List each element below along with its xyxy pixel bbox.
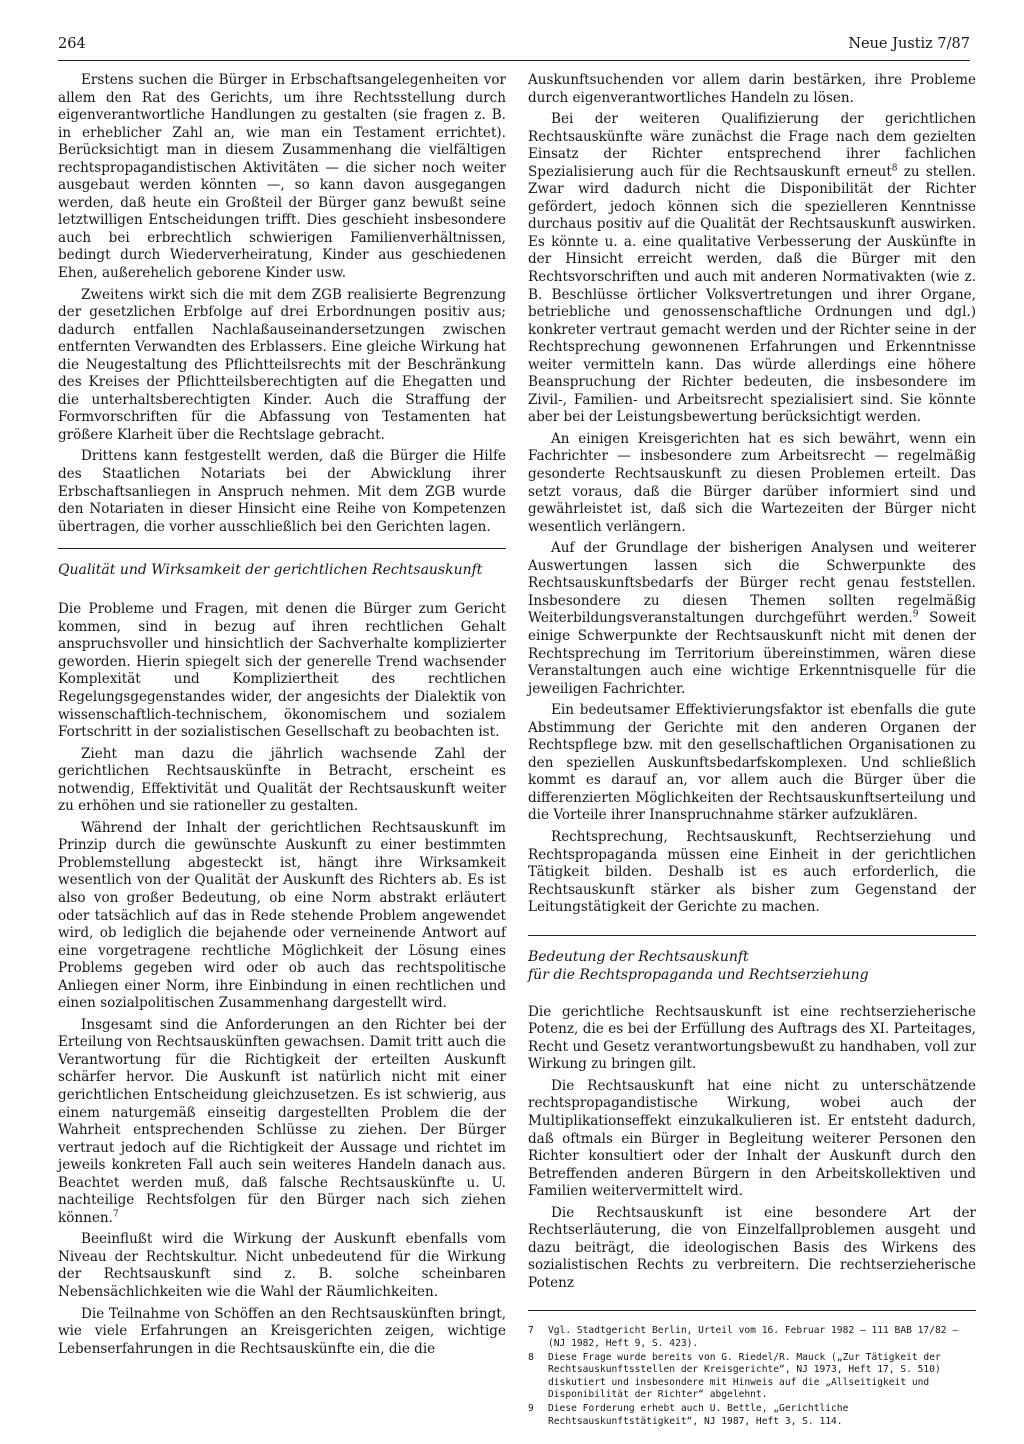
paragraph: Die Rechtsauskunft hat eine nicht zu unterschätzende rechtspropagandistische Wirkung, wobei auch der Multiplikationseffekt einzukalkulieren ist. Er entsteht dadurch, daß oftmals ein Bürger in Begleitung weiterer Personen den Richter konsultiert oder der Inhalt der Auskunft durch den Betreffenden anderen Bürgern in den Arbeitskollektiven und Familien weitervermittelt wird. (528, 1077, 976, 1200)
paragraph: Zieht man dazu die jährlich wachsende Zahl der gerichtlichen Rechtsauskünfte in Betracht, erscheint es notwendig, Effektivität und Qualität der Rechtsauskunft weiter zu erhöhen und sie rationeller zu gestalten. (58, 745, 506, 815)
section-heading-line: Bedeutung der Rechtsauskunft (528, 948, 749, 965)
page-number: 264 (58, 36, 86, 52)
paragraph: Die Rechtsauskunft ist eine besondere Art der Rechtserläuterung, die von Einzelfallproblemen ausgeht und dazu beiträgt, die ideologischen Basis des Wirkens des sozialistischen Rechts zu verbreitern. Die rechtserzieherische Potenz (528, 1204, 976, 1291)
footnote (528, 1352, 976, 1401)
section-heading-line: für die Rechtspropaganda und Rechtserziehung (528, 966, 869, 983)
paragraph (528, 111, 976, 427)
paragraph: Die Teilnahme von Schöffen an den Rechtsauskünften bringt, wie viele Erfahrungen an Kreisgerichten zeigen, wichtige Lebenserfahrungen in die Rechtsauskünfte ein, die die (58, 1305, 506, 1357)
paragraph: An einigen Kreisgerichten hat es sich bewährt, wenn ein Fachrichter — insbesondere zum Arbeitsrecht — regelmäßig gesonderte Rechtsauskunft zu diesen Problemen erteilt. Das setzt voraus, daß die Bürger darüber informiert sind und gewährleistet ist, daß sich die Wartezeiten der Bürger nicht wesentlich verlängern. (528, 430, 976, 535)
left-column (58, 72, 506, 1362)
footnote (528, 1325, 976, 1350)
section-heading (528, 935, 976, 984)
section-heading: Qualität und Wirksamkeit der gerichtlichen Rechtsauskunft (58, 548, 506, 579)
footnote-text: Vgl. Stadtgericht Berlin, Urteil vom 16. Februar 1982 — 111 BAB 17/82 — (NJ 1982, Heft 9, S. 423). (548, 1325, 959, 1349)
paragraph (58, 1017, 506, 1228)
footnote-ref-8[interactable]: 8 (891, 163, 898, 174)
paragraph-text: Bei der weiteren Qualifizierung der gerichtlichen Rechtsauskünfte wäre zunächst die Frage nach dem gezielten Einsatz der Richter entsprechend ihrer fachlichen Spezialisierung auch für die Rechtsauskunft erneut (528, 111, 976, 180)
paragraph (528, 540, 976, 698)
footnote-number: 9 (528, 1403, 534, 1415)
footnote-text: Diese Forderung erhebt auch U. Bettle, „Gerichtliche Rechtsauskunftstätigkeit“, NJ 1987, Heft 3, S. 114. (548, 1403, 849, 1427)
paragraph: Erstens suchen die Bürger in Erbschaftsangelegenheiten vor allem den Rat des Gerichts, um ihre Rechtsstellung durch eigenverantwortliche Handlungen zu gestalten (sie fragen z. B. in erheblicher Zahl an, wie man ein Testament errichtet). Berücksichtigt man in diesem Zusammenhang die vielfältigen rechtspropagandistischen Aktivitäten — die sicher noch weiter ausgebaut werden könnten —, so kann davon ausgegangen werden, daß heute ein Großteil der Bürger ganz bewußt seine letztwilligen Entscheidungen trifft. Dies geschieht insbesondere auch bei erbrechtlich schwierigen Familienverhältnissen, bedingt durch Wiederverheiratung, Kinder aus geschiedenen Ehen, außerehelich geborene Kinder usw. (58, 72, 506, 282)
paragraph: Auskunftsuchenden vor allem darin bestärken, ihre Probleme durch eigenverantwortliches Handeln zu lösen. (528, 72, 976, 106)
footnote-ref-9[interactable]: 9 (912, 609, 919, 620)
paragraph: Zweitens wirkt sich die mit dem ZGB realisierte Begrenzung der gesetzlichen Erbfolge auf drei Erbordnungen positiv aus; dadurch entfallen Nachlaßauseinandersetzungen zwischen entfernten Verwandten des Erblassers. Eine gleiche Wirkung hat die Neugestaltung des Pflichtteilsrechts mit der Beschränkung des Kreises der Pflichtteilsberechtigten auf die Ehegatten und die unterhaltsberechtigten Kinder. Auch die Straffung der Formvorschriften für die Abfassung von Testamenten hat größere Klarheit über die Rechtslage gebracht. (58, 286, 506, 443)
paragraph: Während der Inhalt der gerichtlichen Rechtsauskunft im Prinzip durch die gewünschte Auskunft zu einer bestimmten Problemstellung abgesteckt ist, hängt ihre Wirksamkeit wesentlich von der Qualität der Auskunft des Richters ab. Es ist also von großer Bedeutung, ob eine Norm abstrakt erläutert oder tatsächlich auf das in Rede stehende Problem angewendet wird, ob lediglich die bejahende oder verneinende Antwort auf eine vorgetragene rechtliche Möglichkeit der Lösung eines Problems gegeben wird oder ob auch das rechtspolitische Anliegen einer Norm, ihre Einbindung in einen rechtlichen und einen sozialpolitischen Zusammenhang dargestellt wird. (58, 819, 506, 1012)
paragraph: Beeinflußt wird die Wirkung der Auskunft ebenfalls vom Niveau der Rechtskultur. Nicht unbedeutend für die Wirkung der Rechtsauskunft sind z. B. solche scheinbaren Nebensächlichkeiten wie die Wahl der Räumlichkeiten. (58, 1231, 506, 1300)
paragraph: Ein bedeutsamer Effektivierungsfaktor ist ebenfalls die gute Abstimmung der Gerichte mit den anderen Organen der Rechtspflege bzw. mit den gesellschaftlichen Organisationen zu den speziellen Auskunftsbedarfskomplexen. Und schließlich kommt es darauf an, vor allem auch die Bürger über die differenzierten Möglichkeiten der Rechtsauskunftserteilung und die Vorteile ihrer Inanspruchnahme stärker aufzuklären. (528, 702, 976, 824)
paragraph-text: Insgesamt sind die Anforderungen an den Richter bei der Erteilung von Rechtsauskünften gewachsen. Damit tritt auch die Verantwortung für die Richtigkeit der erteilten Auskunft schärfer hervor. Die Auskunft ist natürlich nicht mit einer gerichtlichen Entscheidung gleichzusetzen. Es ist schwierig, aus einem naturgemäß einseitig dargestellten Problem die der Wahrheit entsprechenden Schlüsse zu ziehen. Der Bürger vertraut jedoch auf die Richtigkeit der Aussage und richtet im jeweils konkreten Fall auch sein weiteres Handeln danach aus. Beachtet werden muß, daß falsche Rechtsauskünfte u. U. nachteilige Rechtsfolgen für den Bürger nach sich ziehen können. (58, 1016, 506, 1226)
paragraph: Drittens kann festgestellt werden, daß die Bürger die Hilfe des Staatlichen Notariats bei der Abwicklung ihrer Erbschaftsanliegen in Anspruch nehmen. Mit dem ZGB wurde den Notariaten in dieser Hinsicht eine Reihe von Kompetenzen übertragen, die vorher ausschließlich bei den Gerichten lagen. (58, 448, 506, 535)
paragraph-text: Soweit einige Schwerpunkte der Rechtsauskunft nicht mit denen der Rechtsprechung im Territorium übereinstimmen, wären diese Veranstaltungen auch eine wichtige Erkenntnisquelle für die jeweiligen Fachrichter. (528, 610, 976, 697)
paragraph: Die Probleme und Fragen, mit denen die Bürger zum Gericht kommen, sind in bezug auf ihren rechtlichen Gehalt anspruchsvoller und hinsichtlich der Sachverhalte komplizierter geworden. Hierin spiegelt sich der generelle Trend wachsender Komplexität und Kompliziertheit des rechtlichen Regelungsgegenstandes wider, der angesichts der Dialektik von wissenschaftlich-technischem, ökonomischem und sozialem Fortschritt in der sozialistischen Gesellschaft zu beobachten ist. (58, 601, 506, 741)
footnotes (528, 1310, 976, 1429)
paragraph-text: zu stellen. Zwar wird dadurch nicht die Disponibilität der Richter gefördert, jedoch können sich die spezielleren Kenntnisse durchaus positiv auf die Qualität der Rechtsauskunft auswirken. Es könnte u. a. eine qualitative Verbesserung der Auskünfte in der Hinsicht erreicht werden, daß die Bürger mit den Rechtsvorschriften und auch mit anderen Normativakten (wie z. B. Beschlüsse örtlicher Volksvertretungen und ihrer Organe, betriebliche und genossenschaftliche Ordnungen und dgl.) konkreter vertraut gemacht werden und der Richter seine in der Rechtsprechung gewonnenen Erfahrungen und Erkenntnisse weiter vermitteln kann. Das würde allerdings eine höhere Beanspruchung der Richter bedeuten, die insbesondere im Zivil-, Familien- und Arbeitsrecht spezialisiert sind. Sie könnte aber bei der Leistungsbewertung berücksichtigt werden. (528, 163, 976, 426)
footnote (528, 1403, 976, 1428)
journal-title: Neue Justiz 7/87 (848, 36, 970, 52)
paragraph: Rechtsprechung, Rechtsauskunft, Rechtserziehung und Rechtspropaganda müssen eine Einheit in der gerichtlichen Tätigkeit bilden. Deshalb ist es auch erforderlich, die Rechtsauskunft stärker als bisher zum Gegenstand der Leitungstätigkeit der Gerichte zu machen. (528, 828, 976, 916)
footnote-number: 7 (528, 1325, 534, 1337)
footnote-ref-7[interactable]: 7 (112, 1209, 119, 1220)
footnote-number: 8 (528, 1352, 534, 1364)
paragraph-text: Auf der Grundlage der bisherigen Analysen und weiterer Auswertungen lassen sich die Schwerpunkte des Rechtsauskunftsbedarfs der Bürger recht genau feststellen. Insbesondere zu diesen Themen sollten regelmäßig Weiterbildungsveranstaltungen durchgeführt werden. (528, 540, 976, 627)
right-column (528, 72, 976, 1296)
page-header (58, 36, 970, 61)
footnote-text: Diese Frage wurde bereits von G. Riedel/R. Mauck („Zur Tätigkeit der Rechtsauskunftsstellen der Kreisgerichte“, NJ 1973, Heft 17, S. 510) diskutiert und insbesondere mit Hinweis auf die „Allseitigkeit und Disponibilität der Richter“ abgelehnt. (548, 1352, 941, 1400)
paragraph: Die gerichtliche Rechtsauskunft ist eine rechtserzieherische Potenz, die es bei der Erfüllung des Auftrags des XI. Parteitages, Recht und Gesetz verantwortungsbewußt zu handhaben, voll zur Wirkung zu bringen gilt. (528, 1003, 976, 1073)
